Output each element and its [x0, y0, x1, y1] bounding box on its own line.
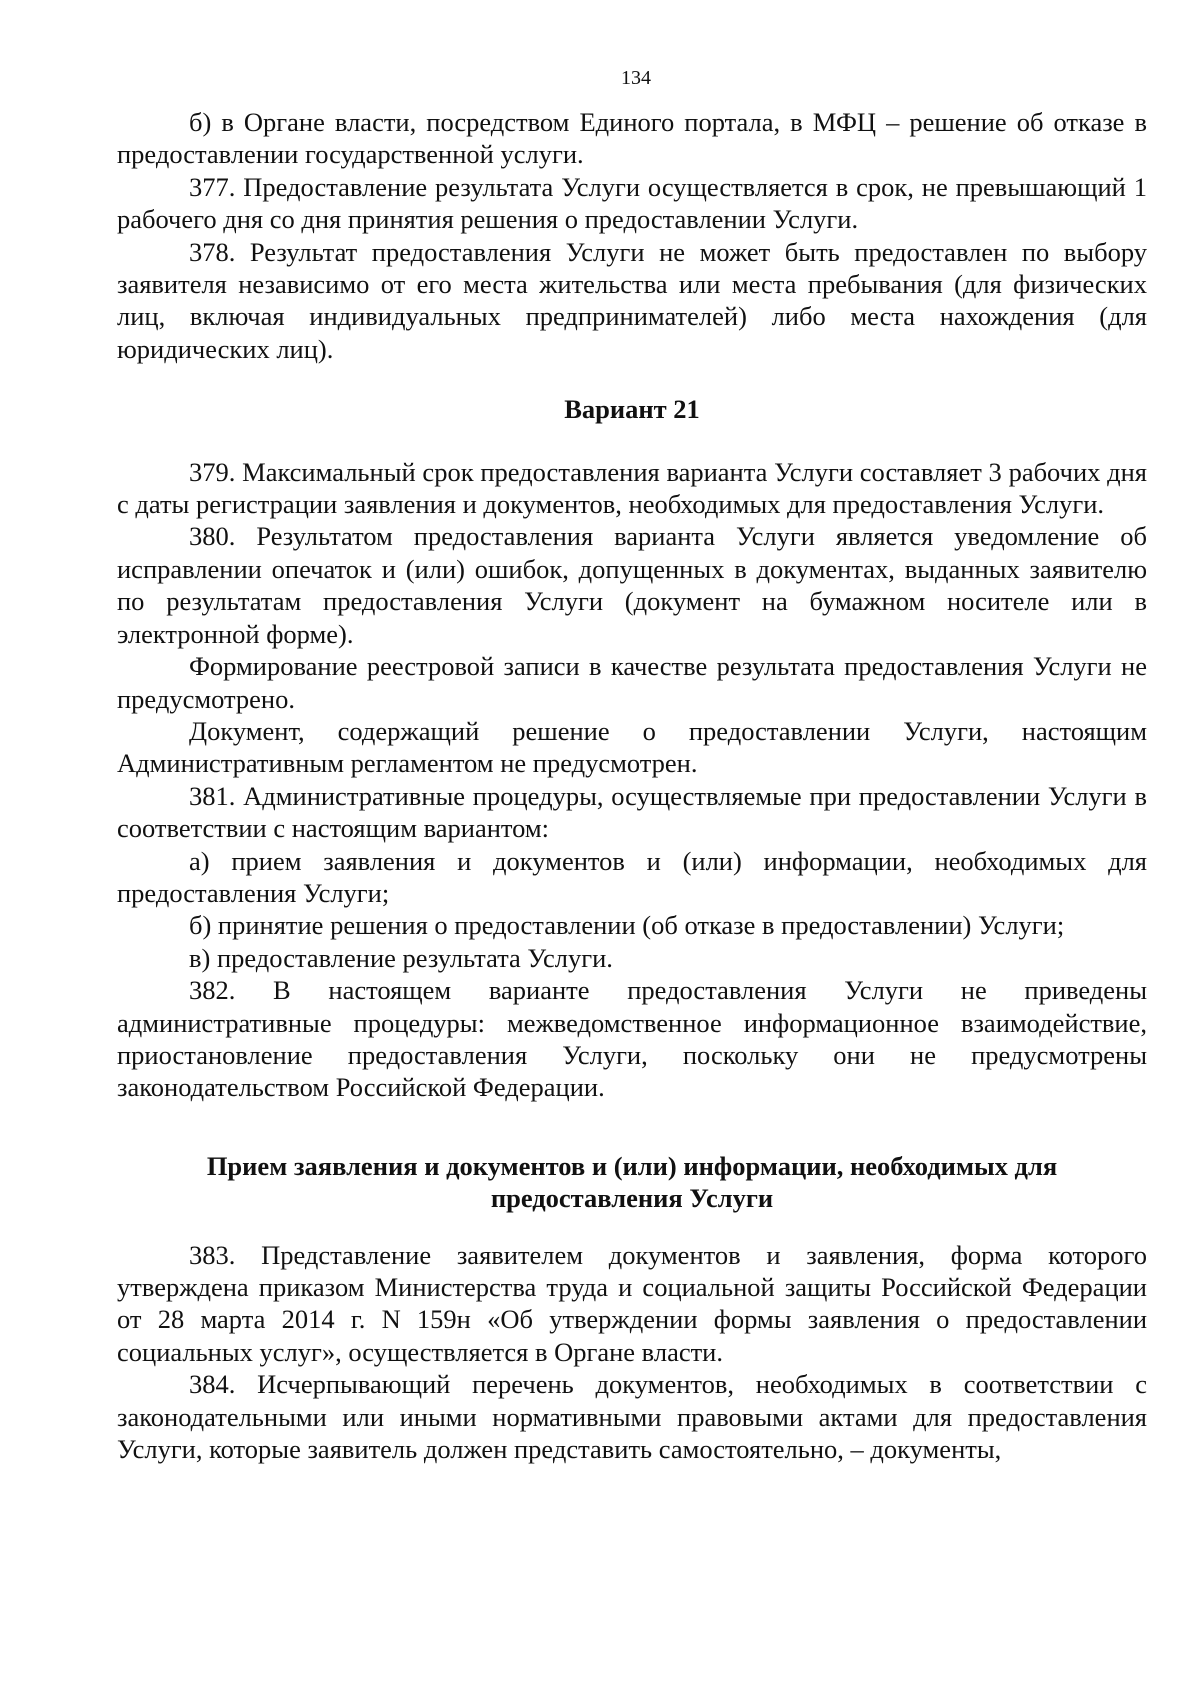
section-heading-application-intake [117, 1150, 1147, 1215]
section-heading-line-1: Прием заявления и документов и (или) информации, необходимых для [206, 1150, 1058, 1181]
section-heading-line-2: предоставления Услуги [490, 1183, 774, 1214]
paragraph-378: 378. Результат предоставления Услуги не может быть предоставлен по выбору заявителя независимо от его места жительства или места пребывания (для физических лиц, включая индивидуальных предпринимателей) либо места нахождения (для юридических лиц). [117, 236, 1147, 364]
list-item-v: в) предоставление результата Услуги. [189, 942, 613, 973]
paragraph-381: 381. Административные процедуры, осуществляемые при предоставлении Услуги в соответствии с настоящим вариантом: [117, 780, 1147, 844]
paragraph-383: 383. Представление заявителем документов и заявления, форма которого утверждена приказом Министерства труда и социальной защиты Российской Федерации от 28 марта 2014 г. N 159н «Об утверждении формы заявления о предоставлении социальных услуг», осуществляется в Органе власти. [117, 1239, 1147, 1367]
paragraph-382: 382. В настоящем варианте предоставления Услуги не приведены административные процедуры: межведомственное информационное взаимодействие, приостановление предоставления Услуги, поскольку они не предусмотрены законодательством Российской Федерации. [117, 975, 1147, 1103]
section-heading-variant-21: Вариант 21 [564, 394, 700, 425]
list-item-b: б) принятие решения о предоставлении (об отказе в предоставлении) Услуги; [189, 910, 1065, 941]
paragraph-380: 380. Результатом предоставления варианта Услуги является уведомление об исправлении опечаток и (или) ошибок, допущенных в документах, выданных заявителю по результатам предоставления Услуги (документ на бумажном носителе или в электронной форме). [117, 521, 1147, 649]
paragraph-384: 384. Исчерпывающий перечень документов, необходимых в соответствии с законодательными или иными нормативными правовыми актами для предоставления Услуги, которые заявитель должен представить самостоятельно, – документы, [117, 1369, 1147, 1465]
document-page [117, 64, 1147, 1465]
paragraph-b-refusal: б) в Органе власти, посредством Единого портала, в МФЦ – решение об отказе в предоставлении государственной услуги. [117, 107, 1147, 170]
paragraph-379: 379. Максимальный срок предоставления варианта Услуги составляет 3 рабочих дня с даты регистрации заявления и документов, необходимых для предоставления Услуги. [117, 456, 1147, 520]
paragraph-registry-record: Формирование реестровой записи в качестве результата предоставления Услуги не предусмотрено. [117, 651, 1147, 714]
page-number: 134 [621, 67, 651, 89]
list-item-a: а) прием заявления и документов и (или) информации, необходимых для предоставления Услуги; [117, 845, 1147, 908]
paragraph-377: 377. Предоставление результата Услуги осуществляется в срок, не превышающий 1 рабочего дня со дня принятия решения о предоставлении Услуги. [117, 171, 1147, 235]
paragraph-decision-document: Документ, содержащий решение о предоставлении Услуги, настоящим Административным регламентом не предусмотрен. [117, 715, 1147, 779]
